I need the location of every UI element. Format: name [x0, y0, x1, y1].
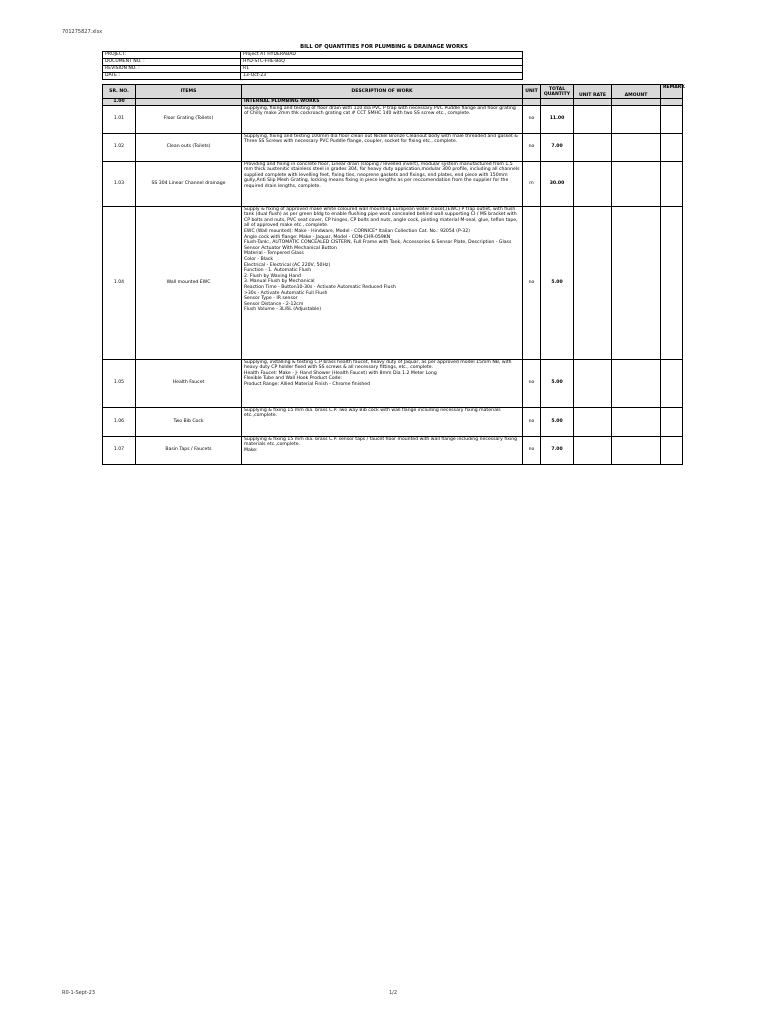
row-sr: 1.02	[103, 133, 136, 161]
row-item: SS 304 Linear Channel drainage	[136, 161, 242, 206]
row-unit: no	[523, 133, 541, 161]
meta-row-document	[103, 59, 523, 66]
footer-page-number: 1/2	[389, 990, 398, 996]
row-quantity: 5.00	[541, 407, 574, 436]
meta-row-date	[103, 73, 523, 80]
header-description: DESCRIPTION OF WORK	[242, 85, 523, 99]
file-name: 701275827.xlsx	[62, 29, 103, 35]
row-quantity: 7.00	[541, 436, 574, 464]
table-row	[103, 407, 683, 436]
header-total-quantity: TOTAL QUANTITY	[541, 85, 574, 99]
meta-label: DATE :	[103, 73, 241, 80]
row-description: Supplying, fixing and testing of floor drain with 110 dia PVC P trap with necessary PVC Puddle flange and floor grating of Chilly make 2mm thk cockroach grating cat # CCT SMHC 140 with two SS screw etc., complete.	[242, 105, 523, 133]
row-sr: 1.01	[103, 105, 136, 133]
section-title: INTERNAL PLUMBING WORKS	[242, 99, 523, 106]
row-item: Wall mounted EWC	[136, 206, 242, 359]
header-unit-rate: UNIT RATE	[574, 85, 612, 99]
row-item: Floor Grating (Toilets)	[136, 105, 242, 133]
row-quantity: 5.00	[541, 359, 574, 407]
table-row	[103, 105, 683, 133]
row-sr: 1.05	[103, 359, 136, 407]
meta-value: 13-Oct-23	[241, 73, 523, 80]
row-quantity: 7.00	[541, 133, 574, 161]
header-remark: REMARK	[661, 85, 683, 99]
row-description: Supplying, installing & testing C.P brass health faucet, heavy duty of Jaquar, as per approved model 15mm NB, with heavy duty CP holder fixed with SS screws & all necessary fittings, etc., complete. Health Faucet: Make - J- Hand Shower (Health Faucet) with 8mm Dia 1.2 Meter Long Flexible Tube and Wall Hook Product Code: Product Range: Allied Material Finish - Chrome finished	[242, 359, 523, 407]
header-items: ITEMS	[136, 85, 242, 99]
row-quantity: 5.00	[541, 206, 574, 359]
section-row	[103, 99, 683, 106]
meta-value: HYD-STC-FHE-BoQ	[241, 59, 523, 66]
row-unit: no	[523, 436, 541, 464]
row-unit: no	[523, 206, 541, 359]
table-header	[103, 85, 683, 99]
meta-row-revision	[103, 66, 523, 73]
meta-label: REVISION NO. :	[103, 66, 241, 73]
row-item: Basin Taps / Faucets	[136, 436, 242, 464]
row-quantity: 11.00	[541, 105, 574, 133]
row-unit: no	[523, 105, 541, 133]
table-row	[103, 206, 683, 359]
table-row	[103, 359, 683, 407]
meta-row-project	[103, 52, 523, 59]
header-unit: UNIT	[523, 85, 541, 99]
row-quantity: 30.00	[541, 161, 574, 206]
table-row	[103, 133, 683, 161]
header-sr-no: SR. NO.	[103, 85, 136, 99]
row-sr: 1.04	[103, 206, 136, 359]
row-unit: no	[523, 407, 541, 436]
header-amount: AMOUNT	[612, 85, 661, 99]
meta-value: Project AT HYDERABAD	[241, 52, 523, 59]
row-sr: 1.06	[103, 407, 136, 436]
row-description: Supplying & fixing 15 mm dia. brass C.P. Two way Bib cock with wall flange including necessary fixing materials etc.,complete.	[242, 407, 523, 436]
row-item: Two Bib Cock	[136, 407, 242, 436]
meta-table	[102, 51, 523, 80]
document-title: BILL OF QUANTITIES FOR PLUMBING & DRAINAGE WORKS	[300, 44, 468, 50]
table-row	[103, 161, 683, 206]
footer-revision: R0-1-Sept-23	[62, 990, 95, 996]
row-item: Health Faucet	[136, 359, 242, 407]
boq-table	[102, 84, 683, 465]
row-description: Providing and fixing in concrete floor, Linear drain (sloping / levelled invert), modular system manufactured from 1.5 mm thick austenitic stainless steel in grades 304, for heavy duty application,modular 300 profile, including all channels supplied complete with levelling feet, fixing ties, neoprene gaskets and fixings, end plates, end piece with 150mm gully,Anti Slip Mesh Grating, locking means fixing in piece lengths as per reccomendation from the supplier for the required drain lengths, complete.	[242, 161, 523, 206]
row-description: Supply & fixing of approved make white coloured wall mounting European water closet,(EWC) P trap outlet, with flush tank (dual flush) as per green bldg to enable flushing pipe work concealed behind wall supporting CI / MS bracket with CP bolts and nuts, PVC seat cover, CP hinges, CP bolts and nuts, angle cock, jointing material M-seal, glue, teflon tape, all of approved make etc., complete. EWC (Wall mounted): Make - Hindware, Model - CORNICE* Italian Collection Cat. No.: 92054 (P-32) Angle cock with flange: Make - Jaquar, Model - CON-CHR-059KN Flush-Tank:, AUTOMATIC CONCEALED CISTERN, Full Frame with Tank, Accessories & Sensor Plate, Description - Glass Sensor Actuator With Mechanical Button Material - Tempered Glass Color - Black Electrical - Electrical (AC 220V, 50Hz) Function - 1. Automatic Flush 2. Flush by Waving Hand 3. Manual Flush by Mechanical Reaction Time - Button10-30s - Activate Automatic Reduced Flush >30s - Activate Automatic Full Flush Sensor Type - IR sensor Sensor Distance - 2-12cm Flush Volume - 3L/6L (Adjustable)	[242, 206, 523, 359]
row-unit: m	[523, 161, 541, 206]
row-unit: no	[523, 359, 541, 407]
row-sr: 1.07	[103, 436, 136, 464]
meta-value: R1	[241, 66, 523, 73]
section-sr: 1.00	[103, 99, 136, 106]
row-item: Clean outs (Toilets)	[136, 133, 242, 161]
row-description: Supplying & fixing 15 mm dia. brass C.P. sensor taps / faucet floor mounted with wall flange including necessary fixing materials etc.,complete. Make:	[242, 436, 523, 464]
row-description: Supplying, fixing and testing 100mm dia floor clean out Nickel Bronze Cleanout body with male threaded and gasket & Three SS Screws with necessary PVC Puddle flange, coupler, socket for fixing etc., complete.	[242, 133, 523, 161]
meta-label: DOCUMENT NO. :	[103, 59, 241, 66]
table-row	[103, 436, 683, 464]
meta-label: PROJECT:	[103, 52, 241, 59]
row-sr: 1.03	[103, 161, 136, 206]
